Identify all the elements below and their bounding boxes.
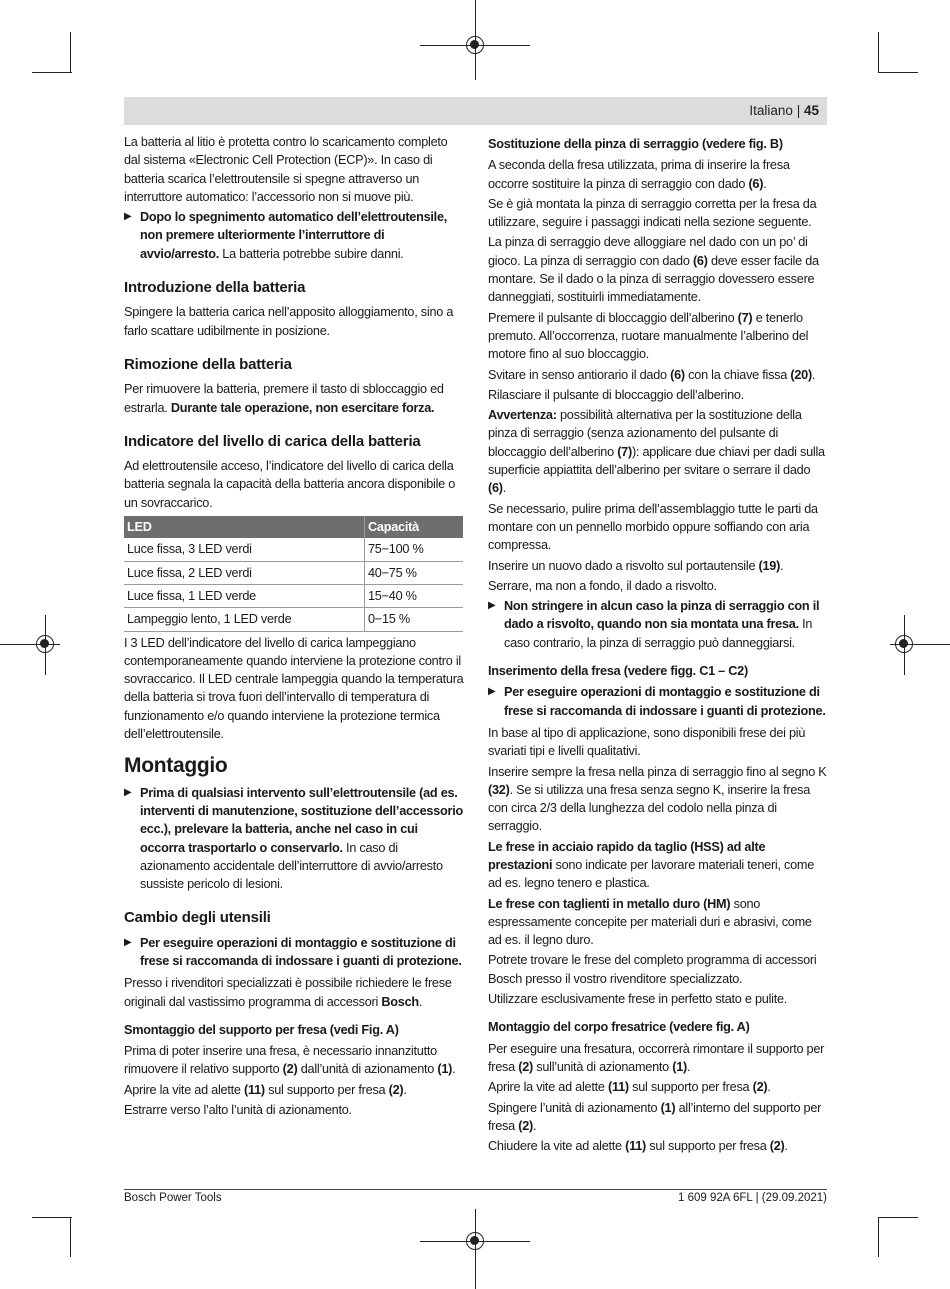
bullet-arrow-icon: ▶ — [124, 786, 132, 798]
bullet-text: In caso contrario, la pinza di serraggio può danneggiarsi. — [504, 617, 813, 650]
bullet-bold-text: Per eseguire operazioni di montaggio e sostituzione di frese si raccomanda di indossare i guanti di protezione. — [504, 685, 826, 718]
text: Premere il pulsante di bloccaggio dell’alberino — [488, 310, 738, 325]
bold-text: (1) — [660, 1100, 676, 1115]
paragraph — [488, 156, 827, 193]
paragraph — [488, 895, 827, 950]
crop-mark — [878, 72, 918, 73]
paragraph: Utilizzare esclusivamente frese in perfetto stato e pulite. — [488, 992, 788, 1007]
bullet-arrow-icon: ▶ — [488, 600, 496, 612]
text: Inserire sempre la fresa nella pinza di serraggio fino al segno K — [488, 764, 827, 779]
bold-text: (2) — [752, 1080, 768, 1095]
bold-text: Durante tale operazione, non esercitare forza. — [170, 400, 435, 415]
bold-text: (32) — [488, 782, 510, 797]
paragraph — [488, 1078, 827, 1096]
heading-smontaggio: Smontaggio del supporto per fresa (vedi Fig. A) — [124, 1022, 399, 1037]
footer-brand: Bosch Power Tools — [124, 1192, 222, 1204]
bullet-bold-text: Per eseguire operazioni di montaggio e sostituzione di frese si raccomanda di indossare i guanti di protezione. — [140, 935, 462, 968]
column-header-capacita: Capacità — [365, 516, 464, 538]
paragraph — [488, 366, 827, 384]
warning-bullet — [124, 784, 464, 894]
paragraph: Rilasciare il pulsante di bloccaggio dell’alberino. — [488, 387, 744, 402]
text: Aprire la vite ad alette — [488, 1080, 608, 1095]
text: . — [403, 1082, 407, 1097]
text: La pinza di serraggio deve alloggiare nel dado con un po’ di gioco. La pinza di serraggio con dado — [488, 235, 808, 268]
text: dall’unità di azionamento — [297, 1062, 438, 1077]
crop-mark — [70, 1217, 71, 1257]
text: sono espressamente concepite per materiali duri e abrasivi, come ad es. il legno duro. — [488, 896, 812, 948]
text: Presso i rivenditori specializzati è possibile richiedere le frese originali dal vastissimo programma di accessori — [124, 976, 452, 1009]
bold-text: (6) — [670, 367, 685, 382]
text: . — [784, 1139, 788, 1154]
footer-doc-id: 1 609 92A 6FL | (29.09.2021) — [678, 1192, 827, 1204]
paragraph-smontaggio — [124, 1042, 464, 1079]
text: sull’unità di azionamento — [533, 1059, 673, 1074]
text: . — [533, 1118, 537, 1133]
paragraph: In base al tipo di applicazione, sono disponibili frese dei più svariati tipi e livelli qualitativi. — [488, 725, 806, 759]
bold-text: (2) — [518, 1118, 533, 1133]
table-row — [124, 608, 463, 631]
warning-bullet — [124, 934, 464, 971]
bold-text: (19) — [758, 558, 781, 573]
heading-sostituzione-pinza: Sostituzione della pinza di serraggio (vedere fig. B) — [488, 137, 783, 151]
text: . — [502, 481, 507, 496]
paragraph — [488, 309, 827, 364]
paragraph-rimozione — [124, 380, 464, 417]
text: sono indicate per lavorare materiali teneri, come ad es. legno tenero e plastica. — [488, 857, 815, 891]
bold-text: (7) — [617, 444, 632, 459]
text: sul supporto per fresa — [646, 1139, 770, 1154]
header-separator: | — [796, 103, 801, 118]
text: Chiudere la vite ad alette — [488, 1139, 626, 1154]
bold-text: (2) — [769, 1139, 785, 1154]
table-cell: 75−100 % — [365, 538, 464, 561]
bold-text: (20) — [790, 367, 812, 382]
text: . — [763, 176, 767, 191]
table-header-row — [124, 516, 463, 538]
bullet-bold-text: Prima di qualsiasi intervento sull’elettroutensile (ad es. interventi di manutenzione, sostituzione dell’accessorio ecc.), prelevare la batteria, anche nel caso in cui occorra trasportarlo o conservarlo. — [140, 785, 463, 855]
bold-text: Le frese in acciaio rapido da taglio (HSS) ad alte prestazioni — [488, 839, 766, 872]
text: Aprire la vite ad alette — [124, 1082, 244, 1097]
paragraph — [488, 838, 827, 893]
table-row — [124, 538, 463, 561]
text: . — [418, 994, 423, 1009]
text: possibilità alternativa per la sostituzione della pinza di serraggio (senza azionamento del pulsante di bloccaggio dell’alberino — [488, 408, 802, 459]
table-cell: Luce fissa, 2 LED verdi — [124, 561, 365, 584]
paragraph-aprire-vite — [124, 1081, 464, 1099]
table-cell: Luce fissa, 3 LED verdi — [124, 538, 365, 561]
page-number: 45 — [803, 103, 819, 118]
bold-text: (6) — [488, 481, 503, 496]
crop-mark — [878, 1217, 879, 1257]
paragraph — [488, 1137, 827, 1155]
text: A seconda della fresa utilizzata, prima di inserire la fresa occorre sostituire la pinza di serraggio con dado — [488, 158, 790, 191]
paragraph — [488, 233, 827, 306]
registration-target-icon — [466, 36, 484, 54]
table-cell: 15−40 % — [365, 584, 464, 607]
table-cell: Luce fissa, 1 LED verde — [124, 584, 365, 607]
crop-mark — [32, 1217, 72, 1218]
text: e tenerlo premuto. All’occorrenza, ruotare manualmente l’alberino del motore fino al suo bloccaggio. — [488, 310, 809, 362]
text: . Se si utilizza una fresa senza segno K, inserire la fresa con circa 2/3 della lunghezza del codolo nella pinza di serraggio. — [488, 782, 811, 834]
warning-bullet — [488, 683, 827, 720]
text: . — [687, 1059, 691, 1074]
bold-text: Bosch — [381, 994, 419, 1009]
text: . — [811, 367, 816, 382]
heading-montaggio: Montaggio — [124, 754, 228, 778]
heading-montaggio-corpo: Montaggio del corpo fresatrice (vedere fig. A) — [488, 1020, 750, 1035]
heading-introduzione: Introduzione della batteria — [124, 279, 306, 297]
paragraph-led-note: I 3 LED dell’indicatore del livello di carica lampeggiano contemporaneamente quando interviene la protezione contro il sovraccarico. Il LED centrale lampeggia quando la temperatura della batteria si trova fuori dell’intervallo di temperatura di funzionamento e/o quando interviene la protezione termica dell’elettroutensile. — [124, 635, 464, 742]
paragraph-cambio — [124, 974, 464, 1011]
right-column — [488, 133, 827, 1157]
registration-target-icon — [895, 635, 913, 653]
bullet-text: In caso di azionamento accidentale dell’interruttore di avvio/arresto sussiste pericolo di lesioni. — [140, 840, 443, 892]
bullet-bold-text: Non stringere in alcun caso la pinza di serraggio con il dado a risvolto, quando non sia montata una fresa. — [504, 599, 820, 632]
crop-mark — [878, 32, 879, 72]
paragraph-introduzione: Spingere la batteria carica nell’apposito alloggiamento, sino a farlo scattare udibilmente in posizione. — [124, 305, 454, 338]
heading-rimozione: Rimozione della batteria — [124, 355, 292, 373]
heading-indicatore: Indicatore del livello di carica della batteria — [124, 432, 421, 450]
header-language: Italiano — [749, 103, 793, 118]
text: Inserire un nuovo dado a risvolto sul portautensile — [488, 558, 759, 573]
text: . — [452, 1062, 456, 1077]
paragraph — [488, 763, 827, 836]
paragraph: Potrete trovare le frese del completo programma di accessori Bosch presso il vostro rivenditore specializzato. — [488, 953, 817, 986]
crop-mark — [878, 1217, 918, 1218]
paragraph: Se necessario, pulire prima dell’assemblaggio tutte le parti da montare con un pennello morbido oppure soffiando con aria compressa. — [488, 501, 818, 553]
text: deve esser facile da montare. Se il dado o la pinza di serraggio dovessero essere danneggiati, sostituirli immediatamente. — [488, 253, 819, 305]
led-capacity-table — [124, 516, 463, 631]
crop-mark — [32, 72, 72, 73]
bold-text: (1) — [672, 1059, 688, 1074]
paragraph — [488, 1099, 827, 1136]
bold-text: (2) — [282, 1062, 298, 1077]
table-row — [124, 561, 463, 584]
table-cell: 40−75 % — [365, 561, 464, 584]
heading-inserimento-fresa: Inserimento della fresa (vedere figg. C1 – C2) — [488, 664, 748, 679]
paragraph: Se è già montata la pinza di serraggio corretta per la fresa da utilizzare, seguire i passaggi indicati nella sezione seguente. — [488, 196, 817, 230]
column-header-led: LED — [124, 516, 365, 538]
paragraph — [488, 1040, 827, 1077]
text: sul supporto per fresa — [628, 1080, 753, 1095]
paragraph-ecp: La batteria al litio è protetta contro lo scaricamento completo dal sistema «Electronic Cell Protection (ECP)». In caso di batteria scarica l’elettroutensile si spegne attraverso un interruttore automatico: l’accessorio non si muove più. — [124, 135, 448, 204]
paragraph — [488, 557, 827, 575]
text: con la chiave fissa — [684, 367, 791, 382]
paragraph: Serrare, ma non a fondo, il dado a risvolto. — [488, 578, 717, 593]
text: . — [767, 1080, 771, 1095]
text: Svitare in senso antiorario il dado — [488, 367, 671, 382]
page-header — [124, 97, 827, 125]
bold-text: (1) — [437, 1062, 453, 1077]
text: Prima di poter inserire una fresa, è necessario innanzitutto rimuovere il relativo supporto — [124, 1044, 437, 1077]
text: . — [780, 558, 784, 573]
text: Per eseguire una fresatura, occorrerà rimontare il supporto per fresa — [488, 1041, 825, 1074]
bullet-arrow-icon: ▶ — [488, 686, 496, 698]
footer-divider — [124, 1189, 827, 1190]
bold-text: (11) — [608, 1080, 629, 1095]
bold-text: (2) — [518, 1059, 533, 1074]
bold-text: (11) — [625, 1139, 647, 1154]
bold-text: (6) — [748, 176, 764, 191]
text: all’interno del supporto per fresa — [488, 1100, 822, 1133]
bullet-arrow-icon: ▶ — [124, 211, 132, 223]
bold-text: Avvertenza: — [488, 408, 557, 423]
registration-target-icon — [466, 1232, 484, 1250]
text: Per rimuovere la batteria, premere il tasto di sbloccaggio ed estrarla. — [124, 382, 444, 415]
table-cell: Lampeggio lento, 1 LED verde — [124, 608, 365, 631]
left-column — [124, 133, 464, 1121]
warning-bullet — [488, 597, 827, 652]
table-cell: 0−15 % — [365, 608, 464, 631]
registration-target-icon — [36, 635, 54, 653]
bold-text: Le frese con taglienti in metallo duro (HM) — [488, 896, 731, 911]
bullet-arrow-icon: ▶ — [124, 936, 132, 948]
paragraph-estrarre: Estrarre verso l’alto l’unità di azionamento. — [124, 1103, 352, 1118]
text: sul supporto per fresa — [264, 1082, 389, 1097]
warning-bullet — [124, 208, 464, 263]
bold-text: (7) — [737, 310, 753, 325]
bold-text: (6) — [692, 253, 708, 268]
heading-cambio-utensili: Cambio degli utensili — [124, 909, 271, 927]
text: Spingere l’unità di azionamento — [488, 1100, 661, 1115]
table-row — [124, 584, 463, 607]
text: ): applicare due chiavi per dadi sulla superficie appiattita dell’alberino per svitare o serrare il dado — [488, 444, 825, 478]
paragraph-avvertenza — [488, 406, 827, 497]
bullet-bold-text: Dopo lo spegnimento automatico dell’elettroutensile, non premere ulteriormente l’interruttore di avvio/arresto. — [140, 210, 448, 261]
crop-mark — [70, 32, 71, 72]
bullet-text: La batteria potrebbe subire danni. — [219, 246, 404, 261]
bold-text: (2) — [388, 1082, 404, 1097]
paragraph-indicatore: Ad elettroutensile acceso, l’indicatore del livello di carica della batteria segnala la capacità della batteria ancora disponibile o un sovraccarico. — [124, 459, 456, 510]
bold-text: (11) — [244, 1082, 265, 1097]
header-text — [749, 103, 819, 118]
